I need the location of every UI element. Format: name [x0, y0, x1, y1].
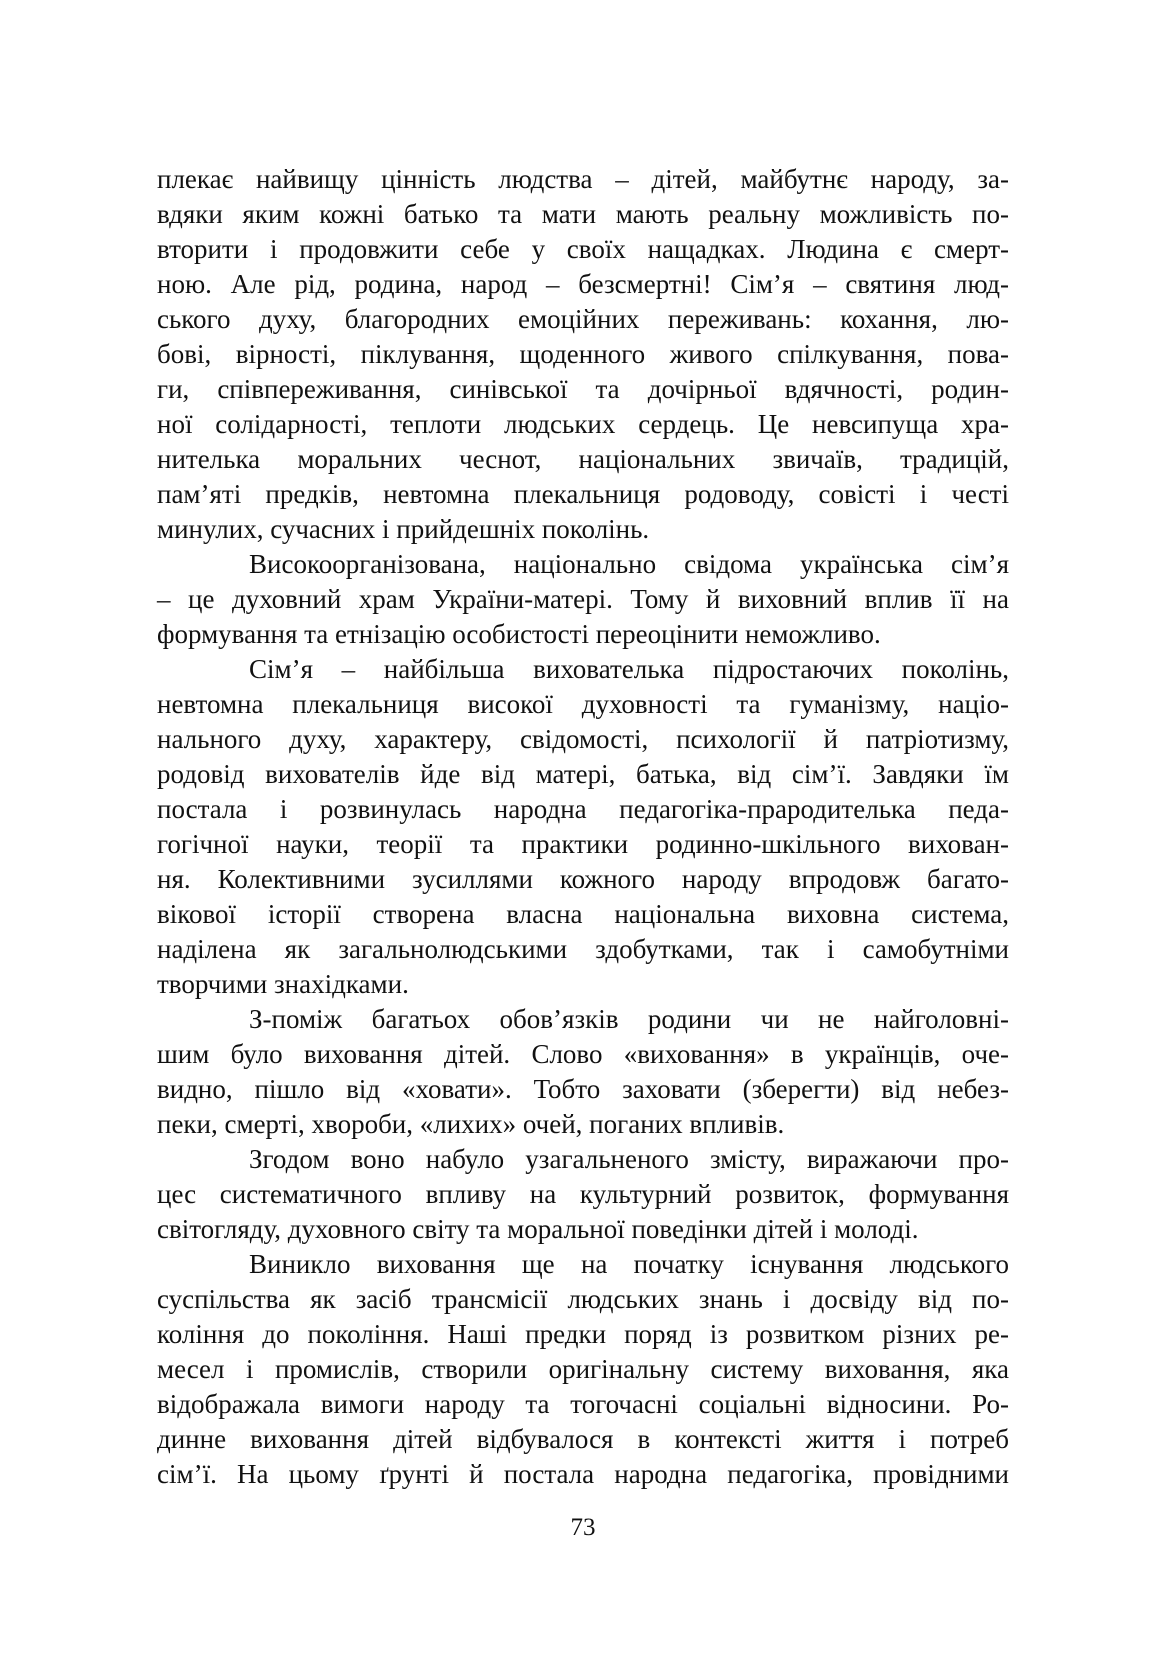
text-line: пам’яті предків, невтомна плекальниця родоводу, совісті і честі — [157, 479, 1009, 509]
text-line: наділена як загальнолюдськими здобутками, так і самобутніми — [157, 934, 1009, 964]
text-line: світогляду, духовного світу та моральної поведінки дітей і молоді. — [157, 1214, 919, 1244]
text-line: формування та етнізацію особистості переоцінити неможливо. — [157, 619, 881, 649]
text-line: нителька моральних чеснот, національних звичаїв, традицій, — [157, 444, 1009, 474]
text-line: творчими знахідками. — [157, 969, 409, 999]
text-line: відображала вимоги народу та тогочасні соціальні відносини. Ро- — [157, 1389, 1009, 1419]
text-line: ною. Але рід, родина, народ – безсмертні! Сім’я – святиня люд- — [157, 269, 1009, 299]
text-line: нального духу, характеру, свідомості, психології й патріотизму, — [157, 724, 1009, 754]
paragraph-first-line: Високоорганізована, національно свідома українська сім’я — [249, 549, 1009, 579]
text-line: постала і розвинулась народна педагогіка-прародителька педа- — [157, 794, 1009, 824]
text-line: ної солідарності, теплоти людських сердець. Це невсипуща хра- — [157, 409, 1009, 439]
text-line: плекає найвищу цінність людства – дітей, майбутнє народу, за- — [157, 164, 1009, 194]
text-line: видно, пішло від «ховати». Тобто заховати (зберегти) від небез- — [157, 1074, 1009, 1104]
text-line: месел і промислів, створили оригінальну систему виховання, яка — [157, 1354, 1009, 1384]
text-line: – це духовний храм України-матері. Тому й виховний вплив її на — [157, 584, 1009, 614]
text-line: гогічної науки, теорії та практики родинно-шкільного вихован- — [157, 829, 1009, 859]
text-line: вікової історії створена власна національна виховна система, — [157, 899, 1009, 929]
body-text — [157, 162, 1009, 1492]
paragraph-first-line: Сім’я – найбільша вихователька підростаючих поколінь, — [249, 654, 1009, 684]
text-line: пеки, смерті, хвороби, «лихих» очей, поганих впливів. — [157, 1109, 785, 1139]
text-line: минулих, сучасних і прийдешніх поколінь. — [157, 514, 650, 544]
paragraph-first-line: Виникло виховання ще на початку існування людського — [249, 1249, 1009, 1279]
text-line: ги, співпереживання, синівської та дочірньої вдячності, родин- — [157, 374, 1009, 404]
text-line: родовід вихователів йде від матері, батька, від сім’ї. Завдяки їм — [157, 759, 1009, 789]
text-line: бові, вірності, піклування, щоденного живого спілкування, пова- — [157, 339, 1009, 369]
text-line: цес систематичного впливу на культурний розвиток, формування — [157, 1179, 1009, 1209]
text-line: шим було виховання дітей. Слово «виховання» в українців, оче- — [157, 1039, 1009, 1069]
text-line: сім’ї. На цьому ґрунті й постала народна педагогіка, провідними — [157, 1459, 1009, 1489]
paragraph-first-line: З-поміж багатьох обов’язків родини чи не найголовні- — [249, 1004, 1009, 1034]
text-line: динне виховання дітей відбувалося в контексті життя і потреб — [157, 1424, 1009, 1454]
text-line: невтомна плекальниця високої духовності та гуманізму, націо- — [157, 689, 1009, 719]
text-line: ського духу, благородних емоційних переживань: кохання, лю- — [157, 304, 1009, 334]
paragraph-first-line: Згодом воно набуло узагальненого змісту, виражаючи про- — [249, 1144, 1009, 1174]
text-line: ня. Колективними зусиллями кожного народу впродовж багато- — [157, 864, 1009, 894]
text-line: вдяки яким кожні батько та мати мають реальну можливість по- — [157, 199, 1009, 229]
text-line: суспільства як засіб трансмісії людських знань і досвіду від по- — [157, 1284, 1009, 1314]
text-line: вторити і продовжити себе у своїх нащадках. Людина є смерт- — [157, 234, 1009, 264]
text-line: коління до покоління. Наші предки поряд із розвитком різних ре- — [157, 1319, 1009, 1349]
page-number: 73 — [570, 1514, 596, 1541]
